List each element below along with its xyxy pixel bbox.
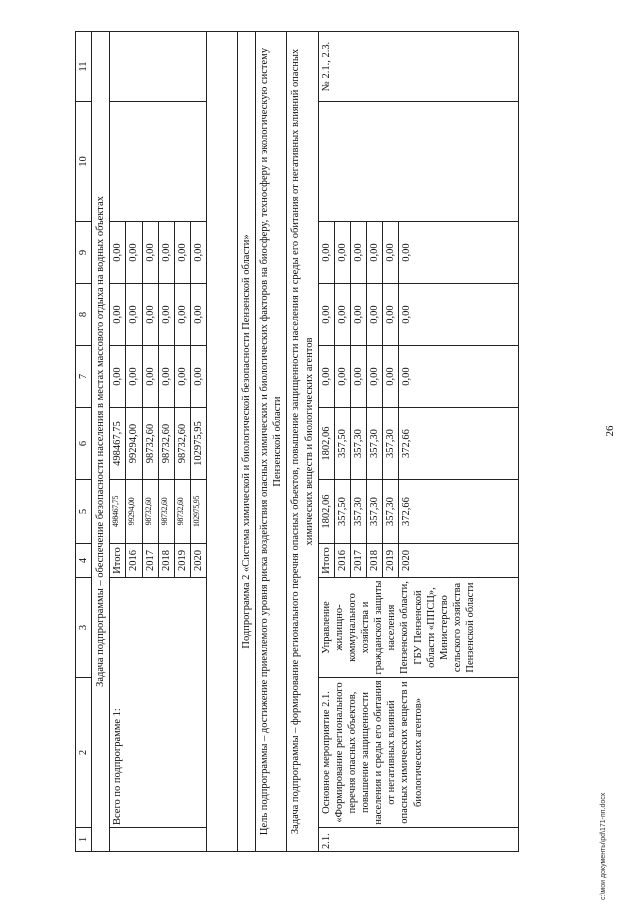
subprogram2-goal: Цель подпрограммы – достижение приемлемого уровня риска воздействия опасных химических и биологических факторов на биосферу, техносферу и экологическую систему Пензенской области	[256, 32, 287, 852]
budget-table	[75, 31, 519, 852]
indicator-ref: № 2.1., 2.3.	[318, 32, 519, 102]
budget-table-sheet	[75, 32, 595, 852]
table-row: 2019 357,30 357,30 0,00 0,00 0,00	[383, 32, 399, 852]
table-row: 2020 102975,95 102975,95 0,00 0,00 0,00	[190, 32, 206, 852]
col-header: 6	[76, 408, 92, 480]
table-row: Всего по подпрограмме 1: Итого 498467,75 498467,75 0,00 0,00 0,00	[110, 32, 126, 852]
table-row: 2020 372,66 372,66 0,00 0,00 0,00	[399, 32, 519, 852]
col-header: 4	[76, 544, 92, 578]
task1-header: Задача подпрограммы – обеспечение безопасности населения в местах массового отдыха на водных объектах	[92, 32, 110, 852]
col-header: 9	[76, 222, 92, 284]
col-header: 3	[76, 578, 92, 678]
table-row: 2018 357,30 357,30 0,00 0,00 0,00	[367, 32, 383, 852]
col-header: 7	[76, 346, 92, 408]
subprogram2-task: Задача подпрограммы – формирование регионального перечня опасных объектов, повышение защищенности населения и среды его обитания от негативных влияний опасных химических веществ и биологических агентов	[287, 32, 318, 852]
table-row: 2019 98732,60 98732,60 0,00 0,00 0,00	[174, 32, 190, 852]
col-header: 11	[76, 32, 92, 102]
table-row: 2017 98732,60 98732,60 0,00 0,00 0,00	[142, 32, 158, 852]
table-row: 2016 357,50 357,50 0,00 0,00 0,00	[334, 32, 350, 852]
table-row: 2.1. Основное мероприятие 2.1. «Формирование регионального перечня опасных объектов, повышение защищенности населения и среды его обитания от негативных влияний опасных химических веществ и биологических агентов» Управление жилищно-коммунального хозяйства и гражданской защиты населения Пензенской области, ГБУ Пензенской области «ППСЦ», Министерство сельского хозяйства Пензенской области Итого 1802,06 1802,06 0,00 0,00 0,00 № 2.1., 2.3.	[318, 32, 334, 852]
file-path-footer: c:\мои документы\pd\171-пп.docx	[600, 792, 607, 900]
column-number-row	[76, 32, 92, 852]
subprogram2-title: Подпрограмма 2 «Система химической и биологической безопасности Пензенской области»	[238, 32, 256, 852]
table-row: 2018 98732,60 98732,60 0,00 0,00 0,00	[158, 32, 174, 852]
col-header: 5	[76, 480, 92, 544]
col-header: 10	[76, 102, 92, 222]
total-label: Всего по подпрограмме 1:	[110, 578, 207, 828]
table-row: 2017 357,30 357,30 0,00 0,00 0,00	[350, 32, 366, 852]
measure-executor: Управление жилищно-коммунального хозяйства и гражданской защиты населения Пензенской области, ГБУ Пензенской области «ППСЦ», Министерство сельского хозяйства Пензенской области	[318, 578, 519, 678]
table-row: 2016 99294,00 99294,00 0,00 0,00 0,00	[126, 32, 142, 852]
page-number: 26	[604, 425, 616, 437]
measure-name: Основное мероприятие 2.1. «Формирование регионального перечня опасных объектов, повышение защищенности населения и среды его обитания от негативных влияний опасных химических веществ и биологических агентов»	[318, 678, 519, 828]
col-header: 8	[76, 284, 92, 346]
col-header: 1	[76, 828, 92, 852]
col-header: 2	[76, 678, 92, 828]
